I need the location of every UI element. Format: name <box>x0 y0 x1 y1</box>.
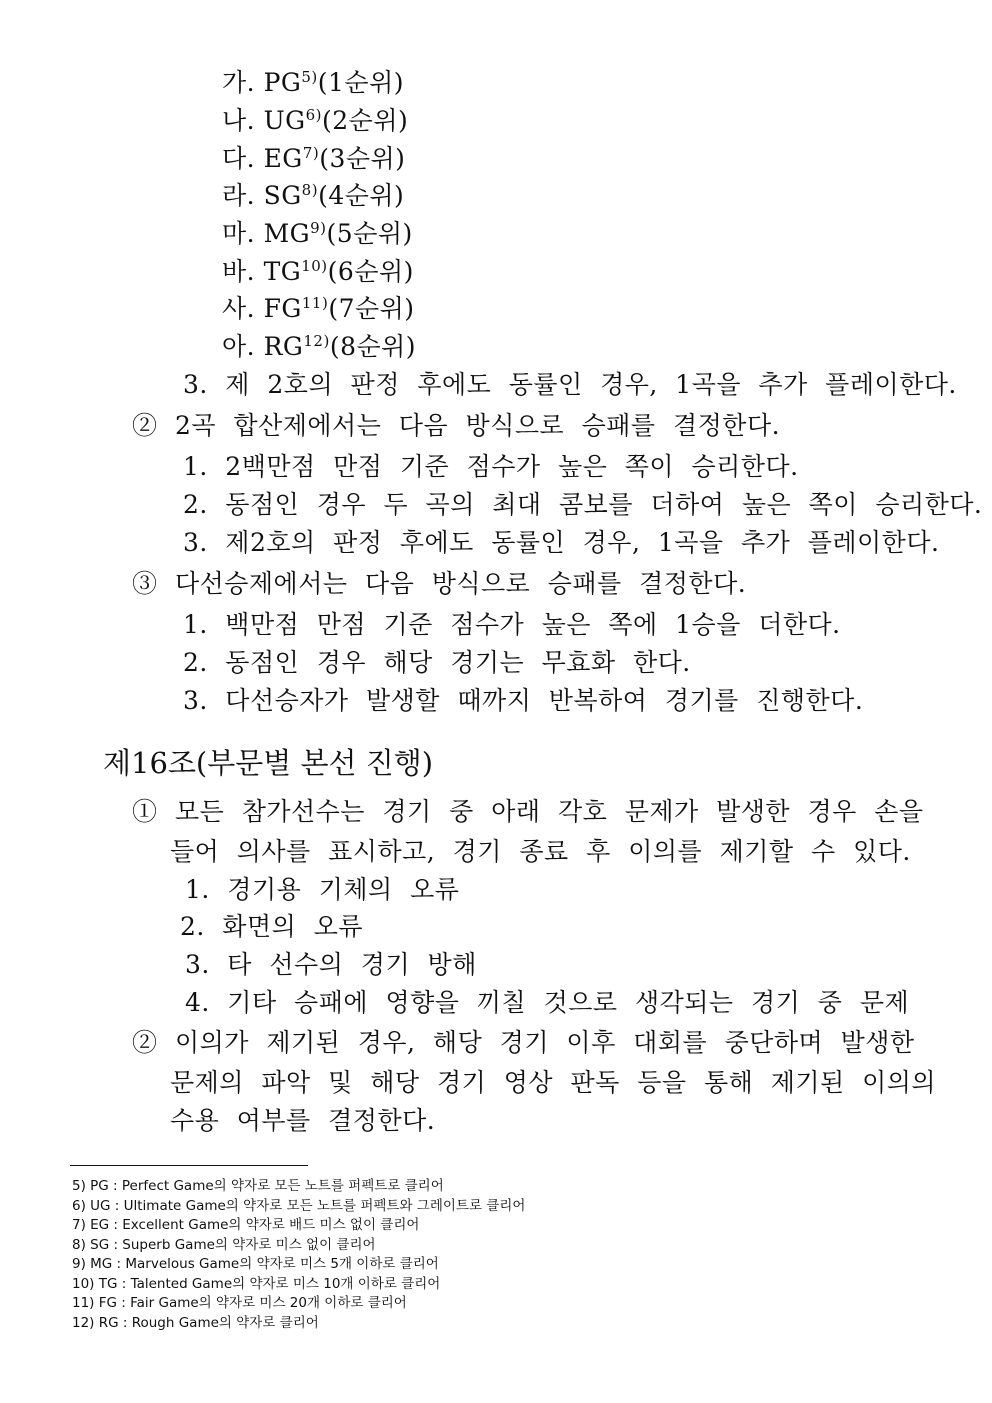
rule-item: 2. 화면의 오류 <box>180 912 363 941</box>
footnote-ref[interactable]: 5) <box>301 68 318 86</box>
clause-text: 수용 여부를 결정한다. <box>170 1106 436 1135</box>
grade-item: 가. PG$^{5)}$(1순위) <box>222 68 404 97</box>
footnote-ref[interactable]: 6) <box>305 106 323 124</box>
footnote-divider <box>70 1165 308 1166</box>
grade-item: 마. MG$^{9)}$(5순위) <box>222 219 413 248</box>
footnote: 9) MG : Marvelous Game의 약자로 미스 5개 이하로 클리어 <box>72 1256 439 1272</box>
clause-text: 문제의 파악 및 해당 경기 영상 판독 등을 통해 제기된 이의의 <box>170 1068 937 1097</box>
footnote: 10) TG : Talented Game의 약자로 미스 10개 이하로 클리어 <box>72 1276 441 1292</box>
footnote-ref[interactable]: 11) <box>301 294 329 312</box>
rule-item: 3. 제2호의 판정 후에도 동률인 경우, 1곡을 추가 플레이한다. <box>183 528 940 557</box>
rule-item: 2. 동점인 경우 두 곡의 최대 콤보를 더하여 높은 쪽이 승리한다. <box>183 490 983 519</box>
footnote: 8) SG : Superb Game의 약자로 미스 없이 클리어 <box>72 1237 376 1253</box>
footnote: 6) UG : Ultimate Game의 약자로 모든 노트를 퍼펙트와 그레이트로 클리어 <box>72 1198 526 1214</box>
grade-item: 바. TG$^{10)}$(6순위) <box>222 257 414 286</box>
footnote-ref[interactable]: 7) <box>302 144 320 162</box>
clause-intro: ② 2곡 합산제에서는 다음 방식으로 승패를 결정한다. <box>132 411 781 440</box>
grade-item: 다. EG$^{7)}$(3순위) <box>222 144 406 173</box>
rule-item: 2. 동점인 경우 해당 경기는 무효화 한다. <box>183 648 691 677</box>
clause-intro: ③ 다선승제에서는 다음 방식으로 승패를 결정한다. <box>132 569 747 598</box>
rule-item: 1. 2백만점 만점 기준 점수가 높은 쪽이 승리한다. <box>183 452 799 481</box>
rule-item: 1. 경기용 기체의 오류 <box>185 875 460 904</box>
grade-item: 라. SG$^{8)}$(4순위) <box>222 181 405 210</box>
footnote-ref[interactable]: 9) <box>310 219 327 237</box>
footnote: 5) PG : Perfect Game의 약자로 모든 노트를 퍼펙트로 클리어 <box>72 1178 444 1194</box>
footnote-ref[interactable]: 10) <box>301 257 328 275</box>
footnote-ref[interactable]: 12) <box>303 332 330 350</box>
footnote: 11) FG : Fair Game의 약자로 미스 20개 이하로 클리어 <box>72 1295 407 1311</box>
grade-item: 사. FG$^{11)}$(7순위) <box>222 294 415 323</box>
rule-item: 1. 백만점 만점 기준 점수가 높은 쪽에 1승을 더한다. <box>183 610 841 639</box>
clause-text: 들어 의사를 표시하고, 경기 종료 후 이의를 제기할 수 있다. <box>170 837 911 866</box>
article-title: 제16조(부문별 본선 진행) <box>103 746 434 780</box>
rule-item: 3. 다선승자가 발생할 때까지 반복하여 경기를 진행한다. <box>183 686 864 715</box>
grade-item: 아. RG$^{12)}$(8순위) <box>222 332 417 361</box>
grade-item: 나. UG$^{6)}$(2순위) <box>222 106 409 135</box>
footnote: 12) RG : Rough Game의 약자로 클리어 <box>72 1315 319 1331</box>
rule-item: 4. 기타 승패에 영향을 끼칠 것으로 생각되는 경기 중 문제 <box>185 988 910 1017</box>
footnote: 7) EG : Excellent Game의 약자로 배드 미스 없이 클리어 <box>72 1217 420 1233</box>
clause-text: ② 이의가 제기된 경우, 해당 경기 이후 대회를 중단하며 발생한 <box>132 1028 915 1057</box>
clause-text: ① 모든 참가선수는 경기 중 아래 각호 문제가 발생한 경우 손을 <box>132 797 924 826</box>
rule-item: 3. 제 2호의 판정 후에도 동률인 경우, 1곡을 추가 플레이한다. <box>183 370 957 399</box>
footnote-ref[interactable]: 8) <box>301 181 319 199</box>
rule-item: 3. 타 선수의 경기 방해 <box>185 950 477 979</box>
